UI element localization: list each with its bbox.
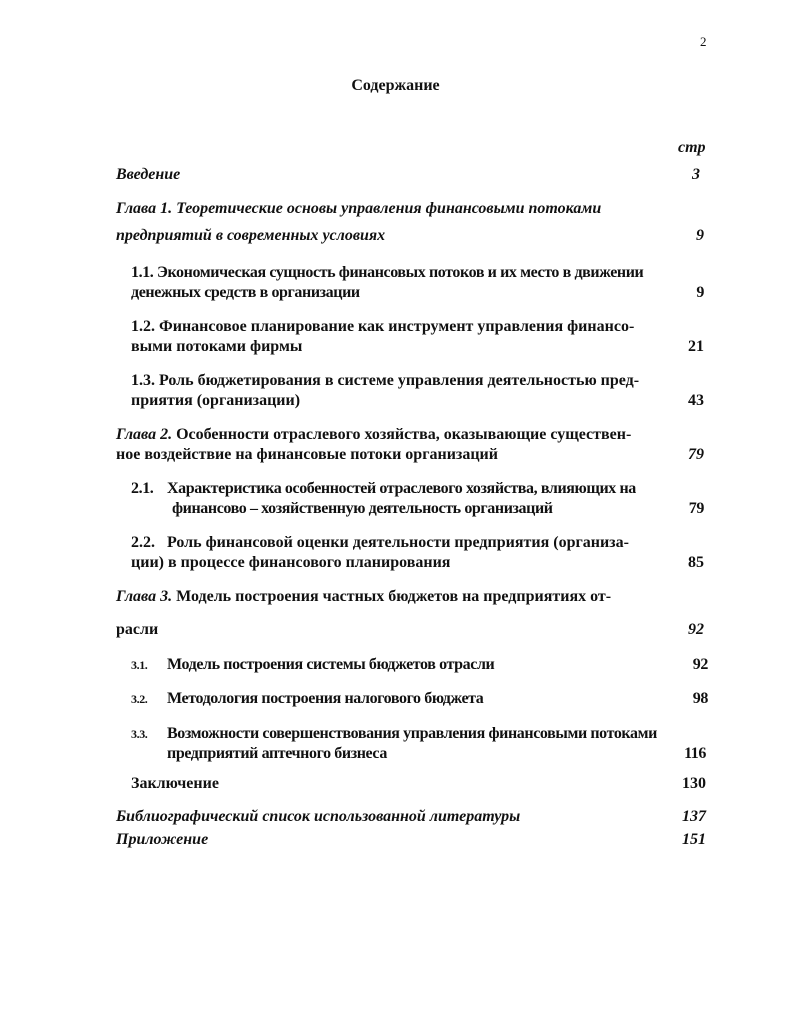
toc-entry-page: 79 — [688, 446, 704, 463]
toc-entry-page: 92 — [692, 656, 708, 673]
toc-entry-line1: 1.3. Роль бюджетирования в системе управления деятельностью пред- — [131, 372, 640, 389]
toc-entry-label: Заключение — [131, 775, 219, 792]
toc-entry-label: Методология построения налогового бюджета — [167, 690, 484, 707]
toc-entry-page: 3 — [692, 166, 700, 183]
toc-entry-page: 9 — [696, 284, 704, 301]
toc-entry-page: 98 — [692, 690, 708, 707]
toc-entry-line2: денежных средств в организации — [131, 284, 360, 301]
toc-entry-line1: Глава 1. Теоретические основы управления финансовыми потоками — [116, 200, 602, 217]
toc-entry-page: 43 — [688, 392, 704, 409]
chapter-label: Глава 2. — [116, 426, 173, 443]
section-number: 3.3. — [131, 727, 148, 741]
toc-entry-page: 85 — [688, 554, 704, 571]
section-number: 3.2. — [131, 692, 148, 706]
toc-entry-line1: Характеристика особенностей отраслевого хозяйства, влияющих на — [167, 480, 636, 497]
toc-entry-page: 92 — [688, 621, 704, 638]
toc-entry-line1: Возможности совершенствования управления финансовыми потоками — [167, 725, 657, 742]
toc-entry-line2: ное воздействие на финансовые потоки организаций — [116, 446, 498, 463]
toc-entry-line1: 1.1. Экономическая сущность финансовых потоков и их место в движении — [131, 264, 644, 281]
section-number: 2.1. — [131, 480, 154, 497]
toc-entry-page: 137 — [682, 808, 706, 825]
toc-entry-label: Модель построения системы бюджетов отрасли — [167, 656, 495, 673]
toc-entry-label: Приложение — [116, 831, 209, 848]
section-number: 2.2. — [131, 534, 155, 551]
toc-entry-line2: предприятий в современных условиях — [116, 227, 386, 244]
toc-entry-page: 151 — [682, 831, 706, 848]
toc-entry-page: 116 — [684, 745, 706, 762]
toc-entry-page: 130 — [682, 775, 706, 792]
toc-entry-label: Библиографический список использованной литературы — [116, 808, 521, 825]
page-number: 2 — [700, 34, 707, 49]
toc-entry-line1: Особенности отраслевого хозяйства, оказывающие существен- — [172, 426, 632, 443]
toc-entry-line2: выми потоками фирмы — [131, 338, 303, 355]
toc-entry-line2: расли — [116, 621, 159, 638]
page-column-header: стр — [678, 139, 706, 156]
toc-entry-line1: Модель построения частных бюджетов на предприятиях от- — [172, 588, 612, 605]
toc-entry-label: Введение — [116, 166, 181, 183]
section-number: 3.1. — [131, 658, 148, 672]
toc-entry-line2: финансово – хозяйственную деятельность организаций — [172, 500, 553, 517]
toc-entry-line1: Роль финансовой оценки деятельности предприятия (организа- — [167, 534, 629, 551]
toc-entry-page: 21 — [688, 338, 704, 355]
page-title: Содержание — [351, 77, 440, 94]
toc-entry-line2: предприятий аптечного бизнеса — [167, 745, 387, 762]
toc-entry-line2: ции) в процессе финансового планирования — [131, 554, 451, 571]
toc-entry-page: 79 — [688, 500, 704, 517]
toc-entry-page: 9 — [696, 227, 704, 244]
toc-entry-line2: приятия (организации) — [131, 392, 301, 409]
chapter-label: Глава 3. — [116, 588, 173, 605]
toc-entry-line1: 1.2. Финансовое планирование как инструмент управления финансо- — [131, 318, 635, 335]
